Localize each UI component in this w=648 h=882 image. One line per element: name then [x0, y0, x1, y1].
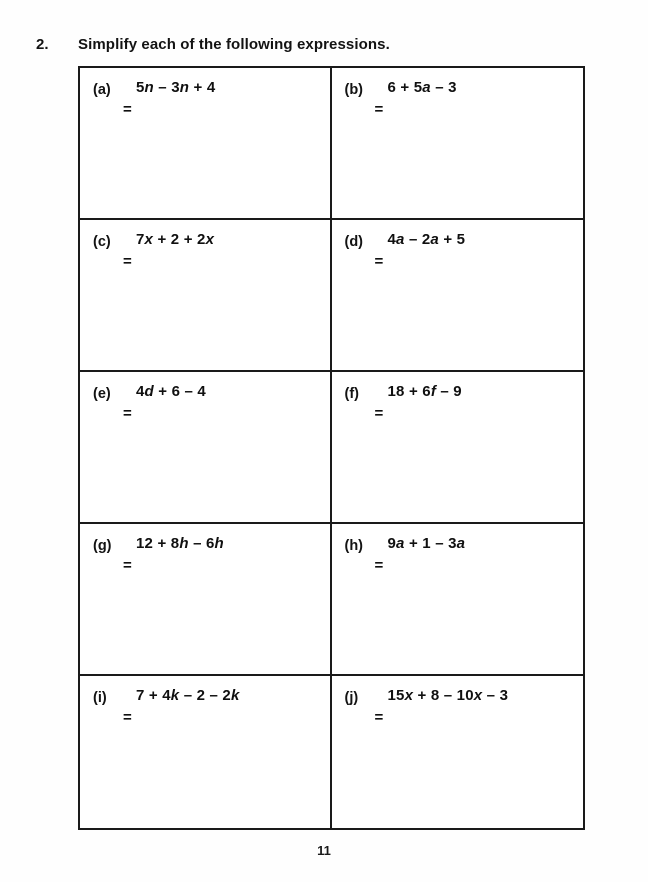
exercise-expression: 4d + 6 – 4: [136, 383, 206, 400]
answer-equals-sign: =: [123, 253, 132, 270]
exercise-label: (g): [93, 538, 112, 554]
answer-equals-sign: =: [123, 709, 132, 726]
exercise-label: (h): [344, 538, 364, 554]
exercise-expression: 5n – 3n + 4: [136, 79, 216, 96]
exercise-label: (i): [93, 690, 107, 706]
exercise-label: (e): [93, 386, 111, 402]
exercise-label: (d): [344, 234, 364, 250]
answer-equals-sign: =: [374, 253, 384, 270]
exercise-cell-h[interactable]: [332, 524, 584, 676]
exercise-label: (j): [344, 690, 359, 706]
answer-equals-sign: =: [374, 709, 384, 726]
exercise-grid: [78, 66, 585, 830]
exercise-label: (b): [344, 82, 364, 98]
exercise-cell-d[interactable]: [332, 220, 584, 372]
exercise-cell-g[interactable]: [80, 524, 332, 676]
exercise-label: (c): [93, 234, 111, 250]
exercise-cell-c[interactable]: [80, 220, 332, 372]
answer-equals-sign: =: [374, 405, 384, 422]
question-heading: [0, 36, 648, 62]
exercise-cell-b[interactable]: [332, 68, 584, 220]
exercise-cell-j[interactable]: [332, 676, 584, 828]
exercise-expression: 6 + 5a – 3: [387, 79, 457, 96]
exercise-cell-f[interactable]: [332, 372, 584, 524]
exercise-label: (a): [93, 82, 111, 98]
exercise-cell-e[interactable]: [80, 372, 332, 524]
answer-equals-sign: =: [123, 557, 132, 574]
exercise-expression: 12 + 8h – 6h: [136, 535, 224, 552]
question-instruction: Simplify each of the following expressions.: [78, 36, 390, 53]
page-number: 11: [317, 843, 331, 858]
exercise-expression: 4a – 2a + 5: [387, 231, 466, 248]
question-number: 2.: [36, 36, 49, 53]
answer-equals-sign: =: [123, 101, 132, 118]
exercise-expression: 18 + 6f – 9: [387, 383, 462, 400]
exercise-cell-a[interactable]: [80, 68, 332, 220]
exercise-expression: 7x + 2 + 2x: [136, 231, 215, 248]
exercise-expression: 9a + 1 – 3a: [387, 535, 466, 552]
answer-equals-sign: =: [374, 557, 384, 574]
exercise-label: (f): [344, 386, 359, 402]
answer-equals-sign: =: [123, 405, 132, 422]
answer-equals-sign: =: [374, 101, 384, 118]
exercise-expression: 7 + 4k – 2 – 2k: [136, 687, 240, 704]
exercise-cell-i[interactable]: [80, 676, 332, 828]
exercise-expression: 15x + 8 – 10x – 3: [387, 687, 509, 704]
